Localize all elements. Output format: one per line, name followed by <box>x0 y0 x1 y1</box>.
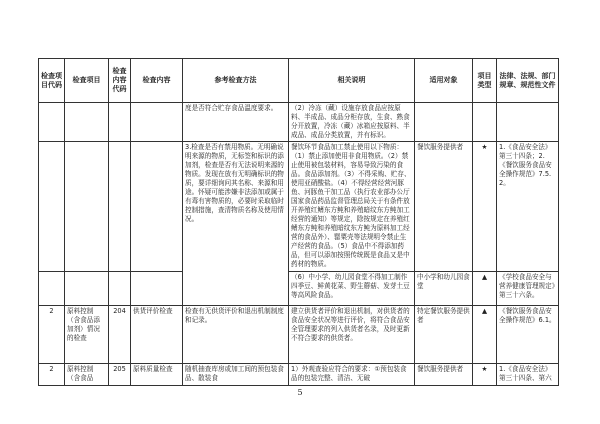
cell-law: 《餐饮服务食品安全操作规范》6.1。 <box>497 306 559 364</box>
table-row <box>39 103 559 142</box>
cell-item <box>65 272 109 306</box>
table-row <box>39 364 559 386</box>
cell-method: 检查有无供货评价和退出机制制度和记录。 <box>183 306 289 364</box>
cell-type: ★ <box>473 364 497 386</box>
cell-law: 《学校食品安全与营养健康管理规定》第三十六条。 <box>497 272 559 306</box>
cell-content: 原料质量检查 <box>131 364 183 386</box>
header-target: 适用对象 <box>415 59 473 103</box>
cell-content <box>131 103 183 142</box>
table-row <box>39 142 559 272</box>
header-content: 检查内容 <box>131 59 183 103</box>
cell-content: 供货评价检查 <box>131 306 183 364</box>
cell-target: 中小学和幼儿园食堂 <box>415 272 473 306</box>
cell-law: 1.《食品安全法》第三十四条；2.《餐饮服务食品安全操作规范》7.5.2。 <box>497 142 559 272</box>
cell-code <box>39 103 65 142</box>
cell-method: 3.检查是否有禁用物质。无明确说明来源的物质，无标签和标识的添加剂，检查是否有无法说明来源的物质。发现在放有无明确标识的物质，要详细询问其名称、来源和用途。怀疑可能涉嫌非法添加或属于有毒有害物质的，必要时采取临时控制措施，查清物质名称及使用情况。 <box>183 142 289 306</box>
inspection-table <box>38 58 559 386</box>
cell-note: 1）外观查验应符合的要求：①预包装食品的包装完整、清洁、无破 <box>289 364 415 386</box>
cell-note: 建立供货者评价和退出机制，对供货者的食品安全状况等进行评价，将符合食品安全管理要求的列入供货者名录，及时更新不符合要求的供货者。 <box>289 306 415 364</box>
cell-law <box>497 103 559 142</box>
header-notes: 相关说明 <box>289 59 415 103</box>
cell-note: （6）中小学、幼儿园食堂不得加工制作四季豆、鲜黄花菜、野生蘑菇、发芽土豆等高风险食品。 <box>289 272 415 306</box>
cell-type: ▲ <box>473 306 497 364</box>
cell-item <box>65 142 109 272</box>
cell-content-code: 205 <box>109 364 131 386</box>
cell-type <box>473 103 497 142</box>
cell-type: ★ <box>473 142 497 272</box>
cell-content-code <box>109 142 131 272</box>
header-type: 项目类型 <box>473 59 497 103</box>
cell-target: 餐饮服务提供者 <box>415 364 473 386</box>
cell-note: 餐饮环节食品加工禁止使用以下物质：（1）禁止添加使用非食用物质。（2）禁止使用被包装材料，容易导致污染的食品。食品添加剂。（3）不得采购、贮存、使用亚硝酸盐。（4）不得经营经营河豚鱼、河豚鱼干加工品（执行农业部办公厅国家食品药品监督管理总局关于有条件放开养殖红鳍东方鲀和养殖暗纹东方鲀加工经营的通知）等规定，除按规定在养殖红鳍东方鲀和养殖暗纹东方鲀为原料加工经营的食品外）、罂粟壳等法规明令禁止生产经营的食品。（5）食品中不得添加药品，但可以添加按照传统既是食品又是中药材的物质。 <box>289 142 415 272</box>
cell-item <box>65 103 109 142</box>
cell-method: 度是否符合贮存食品温度要求。 <box>183 103 289 142</box>
cell-content <box>131 142 183 272</box>
cell-code <box>39 272 65 306</box>
header-item-code: 检查项目代码 <box>39 59 65 103</box>
cell-content-code <box>109 103 131 142</box>
header-content-code: 检查内容代码 <box>109 59 131 103</box>
cell-target <box>415 103 473 142</box>
cell-target: 餐饮服务提供者 <box>415 142 473 272</box>
cell-content-code: 204 <box>109 306 131 364</box>
header-item: 检查项目 <box>65 59 109 103</box>
page-number: 5 <box>297 388 303 397</box>
cell-content-code <box>109 272 131 306</box>
table-row <box>39 306 559 364</box>
header-law: 法律、法规、部门规章、规范性文件 <box>497 59 559 103</box>
cell-item: 原料控制（含食品添加剂）情况的检查 <box>65 306 109 364</box>
cell-type: ▲ <box>473 272 497 306</box>
cell-content <box>131 272 183 306</box>
cell-code <box>39 142 65 272</box>
cell-code: 2 <box>39 364 65 386</box>
cell-law: 1.《食品安全法》第三十四条、第六 <box>497 364 559 386</box>
cell-code: 2 <box>39 306 65 364</box>
cell-item: 原料控制（含食品 <box>65 364 109 386</box>
cell-note: （2）冷冻（藏）设施存放食品应按原料、半成品、成品分柜存放，生食、熟食分开放置，冷冻（藏）冰箱应按原料、半成品、成品分类放置，并有标识。 <box>289 103 415 142</box>
header-method: 参考检查方法 <box>183 59 289 103</box>
table-row <box>39 272 559 306</box>
cell-target: 特定餐饮服务提供者 <box>415 306 473 364</box>
cell-method: 随机抽查库房或加工间的预包装食品、散装食 <box>183 364 289 386</box>
table-header-row <box>39 59 559 103</box>
